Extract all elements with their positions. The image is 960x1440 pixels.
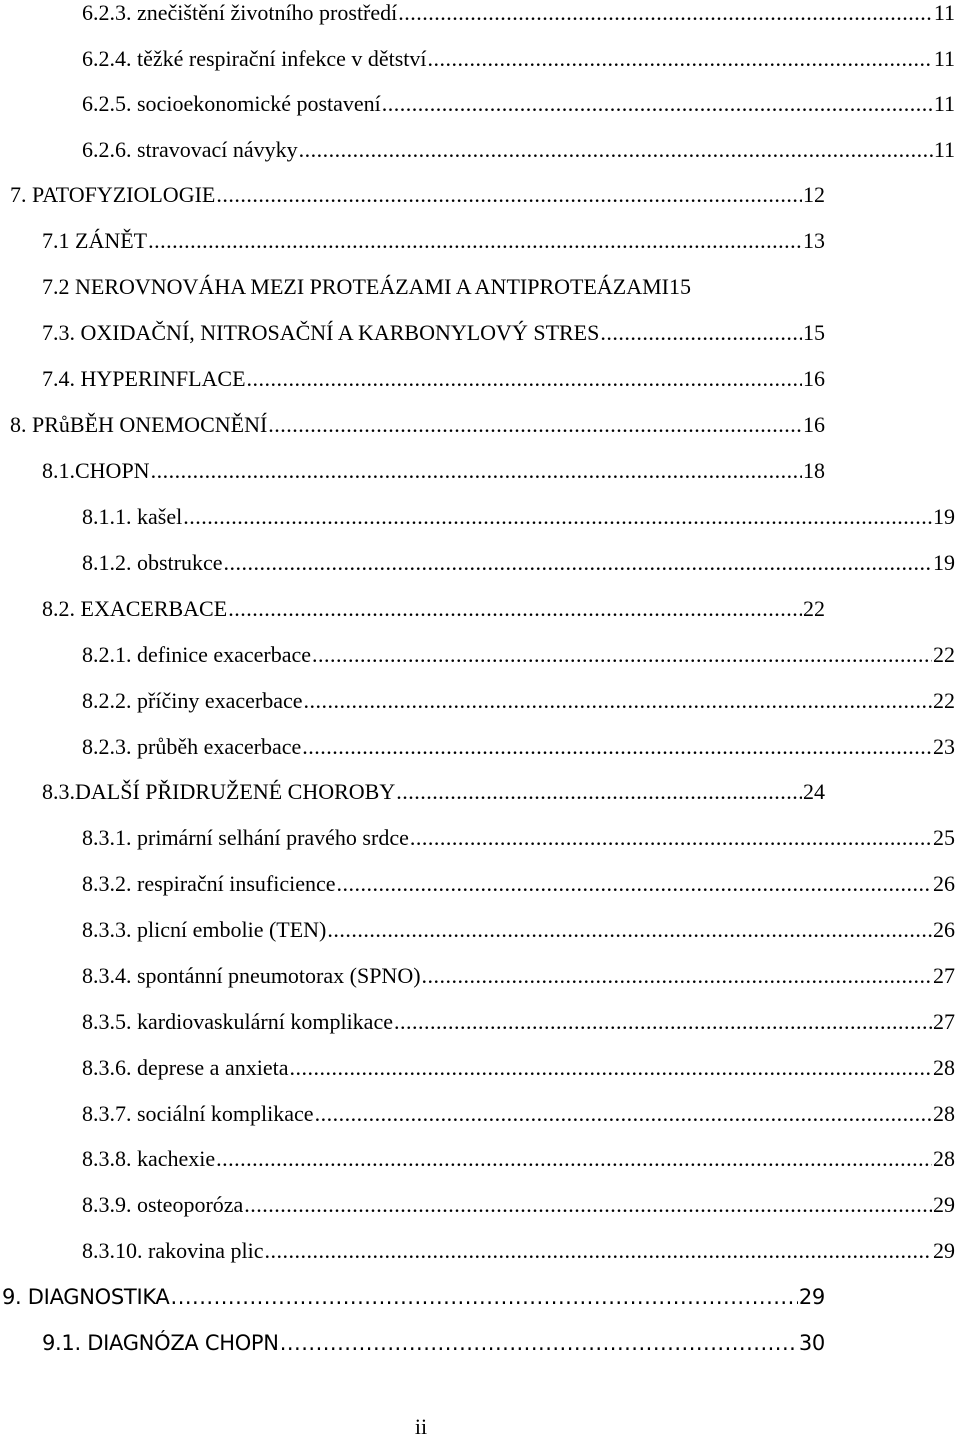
dot-leader [422, 959, 932, 993]
toc-entry [42, 316, 825, 350]
toc-entry-label: 9. DIAGNOSTIKA [2, 1285, 170, 1309]
toc-entry-page: 18 [803, 458, 825, 483]
dot-leader [410, 821, 932, 855]
toc-entry-label: 9.1. DIAGNÓZA CHOPN [42, 1331, 279, 1355]
toc-entry [82, 913, 955, 947]
toc-entry-page: 19 [933, 550, 955, 575]
toc-entry-label: 8.2.2. příčiny exacerbace [82, 688, 303, 713]
toc-entry [82, 638, 955, 672]
toc-entry [82, 730, 955, 764]
dot-leader [264, 1234, 932, 1268]
toc-entry [2, 1280, 825, 1314]
toc-entry-label: 8.3.6. deprese a anxieta [82, 1055, 289, 1080]
toc-entry [82, 87, 955, 121]
toc-entry-label: 6.2.3. znečištění životního prostředí [82, 0, 398, 25]
toc-entry-label: 7.2 NEROVNOVÁHA MEZI PROTEÁZAMI A ANTIPROTEÁZAMI [42, 274, 669, 299]
toc-entry-label: 6.2.5. socioekonomické postavení [82, 91, 381, 116]
toc-entry-page: 11 [933, 0, 955, 25]
dot-leader [228, 592, 802, 626]
toc-entry-page: 15 [669, 274, 691, 299]
dot-leader [148, 224, 802, 258]
toc-entry [82, 546, 955, 580]
toc-entry-page: 13 [803, 228, 825, 253]
toc-entry-page: 30 [798, 1331, 825, 1355]
toc-entry-page: 27 [933, 963, 955, 988]
toc-entry-page: 22 [933, 688, 955, 713]
dot-leader [398, 0, 933, 30]
toc-entry-label: 8.3.7. sociální komplikace [82, 1101, 314, 1126]
toc-entry-page: 12 [803, 182, 825, 207]
toc-entry-page: 26 [933, 917, 955, 942]
toc-entry [82, 1097, 955, 1131]
toc-entry [82, 500, 955, 534]
toc-entry-label: 8.3.10. rakovina plic [82, 1238, 264, 1263]
dot-leader [151, 454, 802, 488]
toc-entry-page: 28 [933, 1146, 955, 1171]
toc-entry [82, 133, 955, 167]
toc-entry [42, 270, 825, 304]
toc-entry-label: 8.3.3. plicní embolie (TEN) [82, 917, 327, 942]
page-number: ii [414, 1414, 428, 1439]
toc-entry-page: 28 [933, 1101, 955, 1126]
toc-entry [82, 684, 955, 718]
toc-entry [42, 454, 825, 488]
toc-entry [82, 0, 955, 30]
dot-leader [382, 87, 933, 121]
toc-entry [42, 592, 825, 626]
toc-entry-page: 26 [933, 871, 955, 896]
toc-entry-page: 16 [803, 366, 825, 391]
toc-entry-label: 7.3. OXIDAČNÍ, NITROSAČNÍ A KARBONYLOVÝ STRES [42, 320, 600, 345]
toc-entry-label: 8.3.1. primární selhání pravého srdce [82, 825, 409, 850]
toc-entry-label: 8.3.8. kachexie [82, 1146, 216, 1171]
toc-entry-label: 7.1 ZÁNĚT [42, 228, 148, 253]
toc-entry-label: 6.2.4. těžké respirační infekce v dětství [82, 46, 427, 71]
toc-entry [82, 42, 955, 76]
toc-entry-page: 22 [803, 596, 825, 621]
toc-entry-page: 11 [933, 137, 955, 162]
toc-entry [82, 1142, 955, 1176]
dot-leader [315, 1097, 932, 1131]
dot-leader [171, 1280, 798, 1314]
toc-entry-label: 8.2.1. definice exacerbace [82, 642, 312, 667]
dot-leader [289, 1051, 932, 1085]
dot-leader [216, 1142, 932, 1176]
dot-leader [304, 684, 933, 718]
toc-entry-page: 11 [933, 46, 955, 71]
dot-leader [394, 1005, 932, 1039]
toc-entry-page: 22 [933, 642, 955, 667]
toc-entry-label: 8. PRůBĚH ONEMOCNĚNÍ [10, 412, 268, 437]
toc-entry-label: 8.2. EXACERBACE [42, 596, 228, 621]
toc-entry-page: 11 [933, 91, 955, 116]
toc-entry [82, 959, 955, 993]
toc-entry [10, 178, 825, 212]
toc-entry-page: 16 [803, 412, 825, 437]
toc-entry [42, 362, 825, 396]
toc-entry-page: 29 [933, 1192, 955, 1217]
dot-leader [299, 133, 933, 167]
toc-entry-page: 29 [933, 1238, 955, 1263]
dot-leader [224, 546, 932, 580]
toc-entry-label: 8.1.2. obstrukce [82, 550, 223, 575]
toc-entry-label: 8.3.DALŠÍ PŘIDRUŽENÉ CHOROBY [42, 779, 396, 804]
toc-entry [82, 821, 955, 855]
toc-entry-label: 8.3.5. kardiovaskulární komplikace [82, 1009, 393, 1034]
toc-entry-page: 15 [803, 320, 825, 345]
toc-entry [82, 1051, 955, 1085]
dot-leader [600, 316, 802, 350]
dot-leader [428, 42, 933, 76]
toc-entry-page: 24 [803, 779, 825, 804]
toc-entry [82, 1188, 955, 1222]
dot-leader [327, 913, 932, 947]
dot-leader [216, 178, 802, 212]
dot-leader [268, 408, 802, 442]
dot-leader [183, 500, 932, 534]
toc-entry-label: 8.1.CHOPN [42, 458, 150, 483]
toc-entry-page: 25 [933, 825, 955, 850]
dot-leader [337, 867, 932, 901]
toc-entry-label: 8.3.4. spontánní pneumotorax (SPNO) [82, 963, 421, 988]
toc-entry-page: 19 [933, 504, 955, 529]
toc-entry-page: 27 [933, 1009, 955, 1034]
toc-entry-page: 28 [933, 1055, 955, 1080]
toc-entry-page: 29 [798, 1285, 825, 1309]
dot-leader [280, 1326, 798, 1360]
toc-entry [10, 408, 825, 442]
toc-entry [82, 867, 955, 901]
toc-entry-page: 23 [933, 734, 955, 759]
toc-entry-label: 6.2.6. stravovací návyky [82, 137, 298, 162]
toc-entry [82, 1005, 955, 1039]
dot-leader [312, 638, 932, 672]
toc-entry [82, 1234, 955, 1268]
dot-leader [244, 1188, 932, 1222]
toc-entry-label: 8.1.1. kašel [82, 504, 183, 529]
toc-entry [42, 224, 825, 258]
dot-leader [396, 775, 802, 809]
toc-entry-label: 8.3.2. respirační insuficience [82, 871, 336, 896]
toc-entry-label: 8.3.9. osteoporóza [82, 1192, 244, 1217]
toc-entry-label: 8.2.3. průběh exacerbace [82, 734, 302, 759]
dot-leader [247, 362, 802, 396]
toc-entry [42, 1326, 825, 1360]
dot-leader [302, 730, 932, 764]
toc-entry-label: 7.4. HYPERINFLACE [42, 366, 246, 391]
toc-entry [42, 775, 825, 809]
toc-entry-label: 7. PATOFYZIOLOGIE [10, 182, 216, 207]
